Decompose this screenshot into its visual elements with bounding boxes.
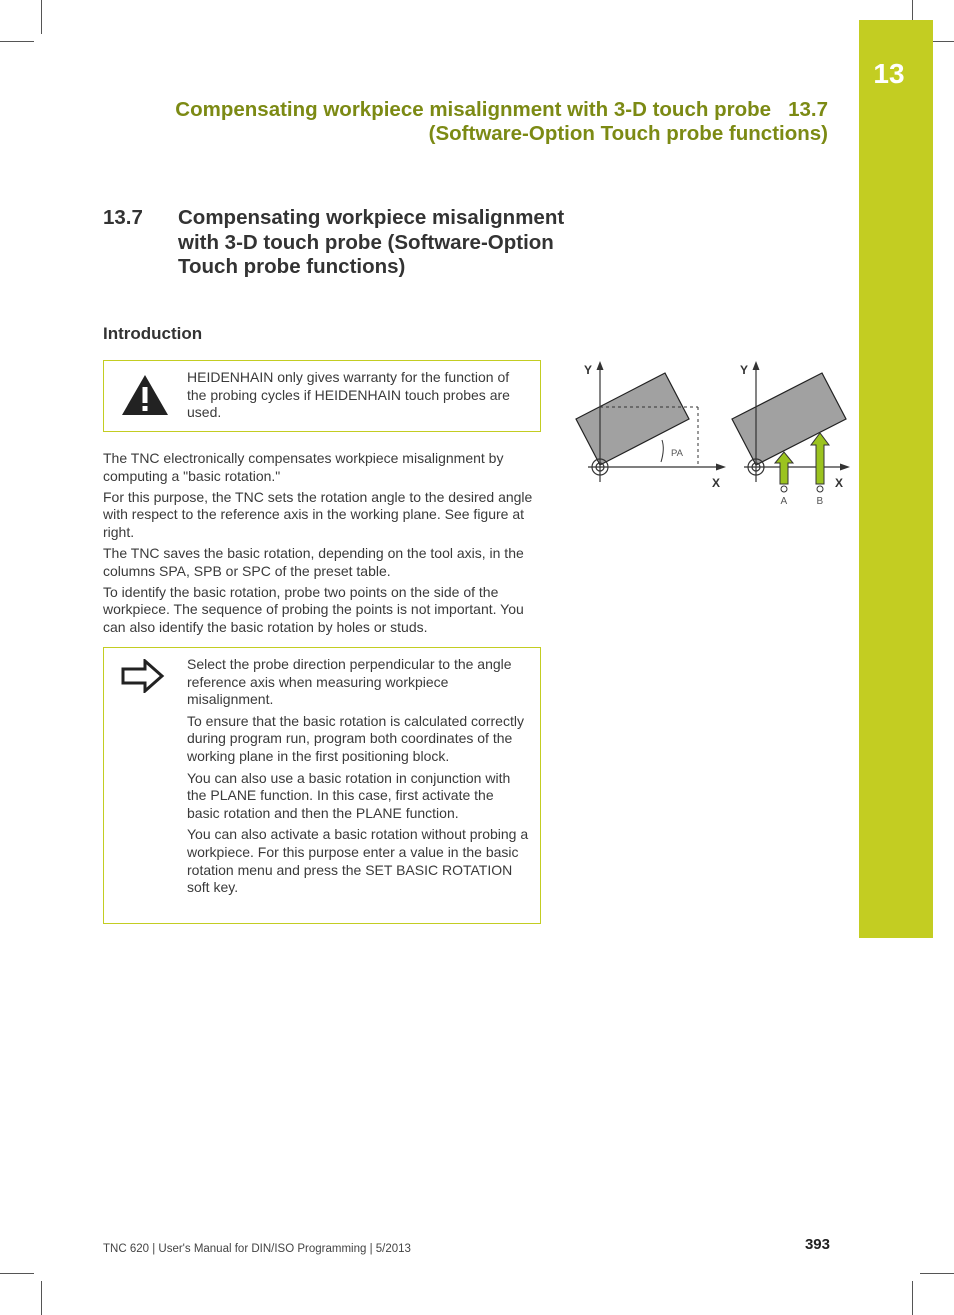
crop-mark: [41, 1281, 42, 1315]
paragraph: For this purpose, the TNC sets the rotation angle to the desired angle with respect to the reference axis in the working plane. See figure at right.: [103, 488, 533, 540]
body-text: [103, 450, 548, 640]
footer-text: TNC 620 | User's Manual for DIN/ISO Programming | 5/2013: [103, 1243, 411, 1255]
info-note: [103, 647, 541, 924]
crop-mark: [912, 0, 913, 20]
figure-right-y-label: Y: [740, 363, 749, 377]
paragraph: To identify the basic rotation, probe two points on the side of the workpiece. The sequence of probing the points is not important. You can also identify the basic rotation by holes or studs.: [103, 583, 524, 635]
basic-rotation-figure: [570, 352, 860, 512]
info-paragraph: Select the probe direction perpendicular to the angle reference axis when measuring workpiece misalignment.: [187, 656, 512, 708]
crop-mark: [920, 1273, 954, 1274]
arrow-right-icon: [121, 659, 165, 693]
subheading: Introduction: [103, 324, 203, 343]
figure-left: [576, 361, 726, 490]
chapter-number: 13: [873, 58, 905, 89]
warning-icon: [120, 373, 170, 417]
crop-mark: [0, 1273, 34, 1274]
warning-note: [103, 360, 541, 432]
figure-right: [732, 361, 850, 507]
section-title: [103, 206, 573, 280]
section-number: 13.7: [103, 206, 143, 229]
running-head-line-1: Compensating workpiece misalignment with 3-D touch probe 13.7: [175, 98, 828, 121]
crop-mark: [41, 0, 42, 34]
figure-point-a-label: A: [780, 496, 788, 507]
paragraph: The TNC saves the basic rotation, depending on the tool axis, in the columns SPA, SPB or SPC of the preset table.: [103, 544, 524, 579]
paragraph: The TNC electronically compensates workpiece misalignment by computing a "basic rotation.": [103, 450, 504, 484]
probe-arrow-b: [811, 433, 829, 484]
probe-arrow-a: [775, 452, 793, 484]
running-head: [175, 98, 828, 146]
crop-mark: [0, 41, 34, 42]
figure-right-x-label: X: [835, 476, 844, 490]
crop-mark: [933, 41, 954, 42]
info-paragraph: To ensure that the basic rotation is calculated correctly during program run, program both coordinates of the working plane in the first positioning block.: [187, 712, 524, 764]
crop-mark: [912, 1281, 913, 1315]
figure-left-y-label: Y: [584, 363, 593, 377]
figure-left-x-label: X: [712, 476, 721, 490]
chapter-tab: [859, 20, 933, 938]
figure-point-b-label: B: [816, 496, 824, 507]
info-paragraph: You can also use a basic rotation in conjunction with the PLANE function. In this case, first activate the basic rotation and then the PLANE function.: [187, 769, 511, 821]
warning-text: HEIDENHAIN only gives warranty for the function of the probing cycles if HEIDENHAIN touch probes are used.: [187, 369, 510, 421]
figure-angle-label: PA: [671, 448, 683, 459]
page-number: 393: [804, 1236, 830, 1253]
section-title-text: Compensating workpiece misalignment with 3-D touch probe (Software-Option Touch probe functions): [178, 206, 565, 278]
info-paragraph: You can also activate a basic rotation without probing a workpiece. For this purpose enter a value in the basic rotation menu and press the SET BASIC ROTATION soft key.: [187, 826, 529, 896]
running-head-line-2: (Software-Option Touch probe functions): [428, 122, 828, 145]
workpiece-rotated: [732, 373, 846, 465]
